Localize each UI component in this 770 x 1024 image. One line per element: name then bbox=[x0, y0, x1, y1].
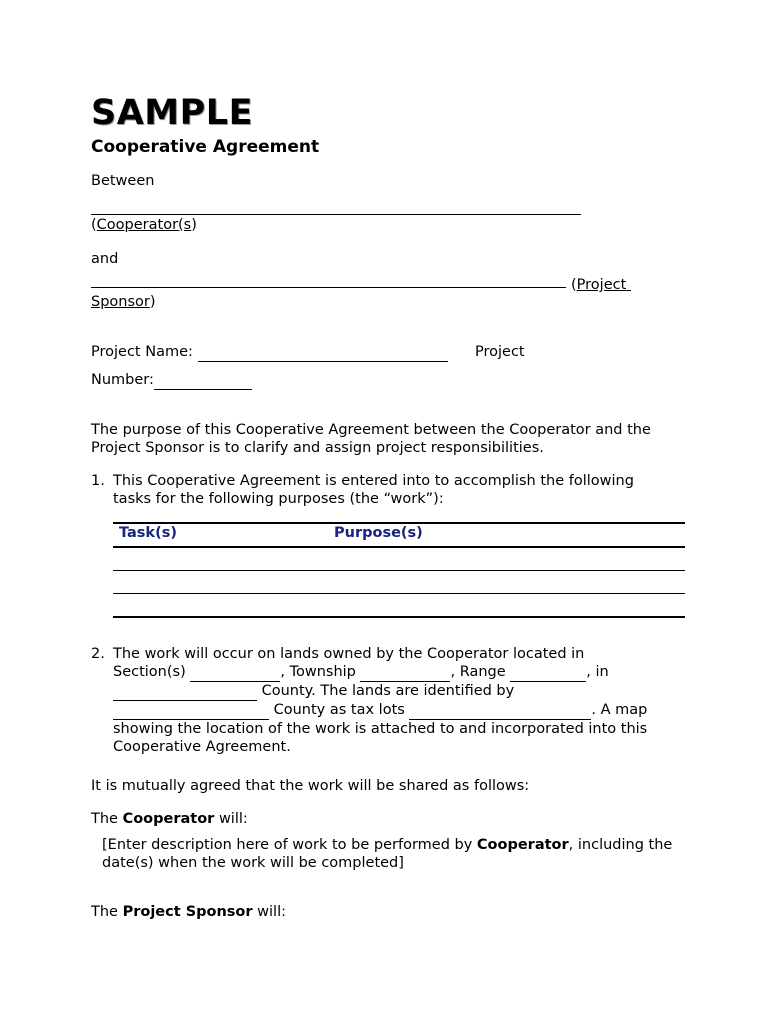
table-row-rule bbox=[113, 570, 685, 571]
sponsor-will-heading: The Project Sponsor will: bbox=[91, 904, 287, 920]
item-2-line-6: Cooperative Agreement. bbox=[113, 739, 291, 755]
item-2-line-4: County as tax lots . A map bbox=[113, 701, 676, 720]
cooperator-label: Cooperator(s bbox=[96, 217, 192, 233]
mutual-agreement-text: It is mutually agreed that the work will be shared as follows: bbox=[91, 778, 530, 794]
subtitle-wrap bbox=[91, 136, 319, 158]
task-purpose-table bbox=[113, 522, 685, 622]
project-name-row bbox=[91, 343, 448, 362]
section-field[interactable] bbox=[190, 663, 280, 682]
county-field[interactable] bbox=[113, 682, 257, 701]
project-number-field[interactable] bbox=[154, 371, 252, 390]
item-2 bbox=[91, 645, 676, 756]
township-field[interactable] bbox=[360, 663, 450, 682]
project-number-label-part2: Number: bbox=[91, 372, 154, 388]
sample-heading: SAMPLE bbox=[91, 93, 253, 133]
table-top-rule bbox=[113, 522, 685, 524]
tax-lots-field[interactable] bbox=[409, 701, 591, 720]
project-name-field[interactable] bbox=[198, 343, 448, 362]
project-number-label-part1: Project bbox=[475, 344, 525, 360]
table-header-rule bbox=[113, 546, 685, 548]
col-header-purposes: Purpose(s) bbox=[334, 525, 423, 541]
sponsor-label-part2: Sponsor bbox=[91, 294, 150, 310]
item-1 bbox=[91, 472, 676, 508]
tax-county-field[interactable] bbox=[113, 701, 269, 720]
item-2-line-1: The work will occur on lands owned by the Cooperator located in bbox=[113, 646, 585, 662]
item-2-text bbox=[113, 645, 676, 756]
project-number-row bbox=[91, 371, 252, 390]
sponsor-name-blank[interactable] bbox=[91, 270, 566, 288]
table-row-rule bbox=[113, 593, 685, 594]
cooperator-description[interactable]: [Enter description here of work to be performed by Cooperator, including the date(s) when the work will be completed] bbox=[102, 837, 673, 871]
range-field[interactable] bbox=[510, 663, 586, 682]
between-label: Between bbox=[91, 173, 155, 189]
cooperator-caption: (Cooperator(s) bbox=[91, 217, 197, 233]
cooperator-will-heading: The Cooperator will: bbox=[91, 811, 248, 827]
sponsor-caption-line1: (Project bbox=[571, 277, 627, 293]
and-label: and bbox=[91, 251, 119, 267]
item-2-number: 2. bbox=[91, 646, 105, 662]
agreement-subtitle: Cooperative Agreement bbox=[91, 137, 320, 157]
sponsor-label-part1: Project bbox=[576, 277, 627, 293]
col-header-tasks: Task(s) bbox=[119, 525, 177, 541]
item-2-line-2: Section(s) , Township , Range , in bbox=[113, 664, 609, 680]
document-title bbox=[91, 92, 253, 134]
item-1-number: 1. bbox=[91, 473, 105, 489]
item-2-line-3: County. The lands are identified by bbox=[113, 682, 676, 701]
table-bottom-rule bbox=[113, 616, 685, 618]
item-2-line-5: showing the location of the work is attached to and incorporated into this bbox=[113, 721, 648, 737]
cooperator-name-blank[interactable] bbox=[91, 197, 581, 215]
sponsor-caption-line2: Sponsor) bbox=[91, 294, 156, 310]
item-1-text: This Cooperative Agreement is entered into to accomplish the following tasks for the following purposes (the “work”): bbox=[113, 473, 634, 507]
purpose-paragraph: The purpose of this Cooperative Agreement between the Cooperator and the Project Sponsor is to clarify and assign project responsibilities. bbox=[91, 422, 651, 456]
project-name-label: Project Name: bbox=[91, 344, 193, 360]
